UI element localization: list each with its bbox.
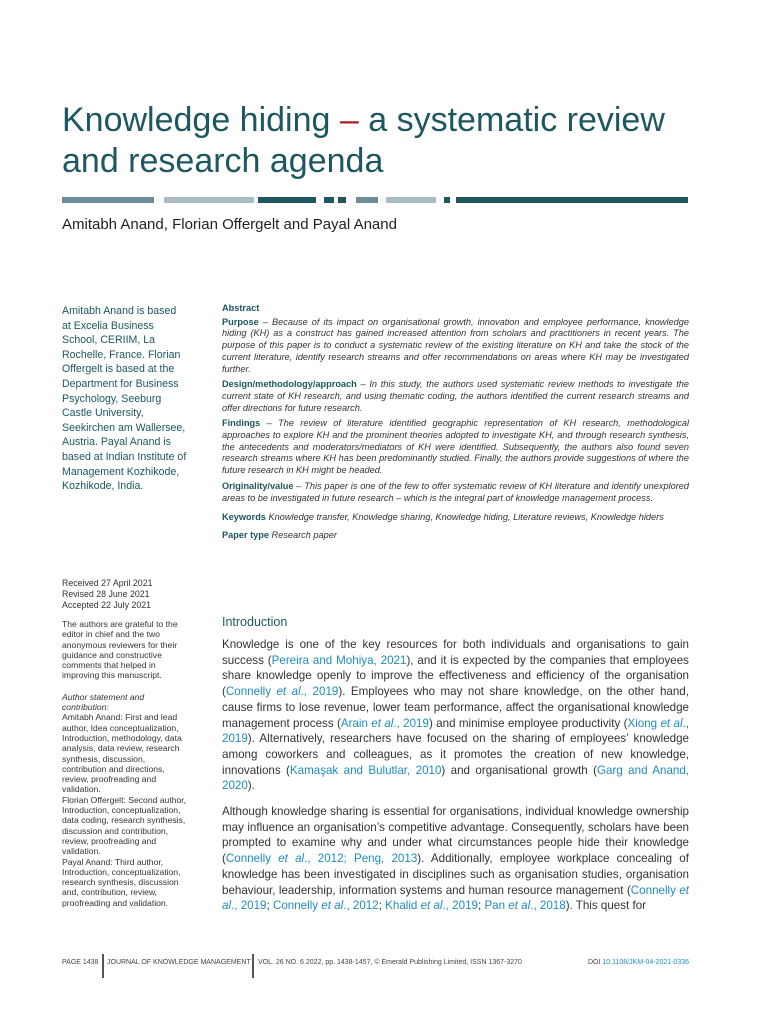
citation-link[interactable]: Kamaşak and Bulutlar, 2010: [289, 763, 442, 777]
citation-link[interactable]: ., 2012: [343, 899, 379, 913]
citation-link[interactable]: et al: [321, 899, 344, 913]
body-text: ). This quest for: [565, 899, 647, 913]
acknowledgement-text: The authors are grateful to the editor in chief and the two anonymous reviewers for their guidance and constructive comments that helped in improving this manuscript.: [62, 619, 178, 681]
doi-link[interactable]: 10.1108/JKM-04-2021-0336: [602, 959, 690, 966]
title-part-2: a systematic review and research agenda: [62, 101, 665, 180]
decorative-title-rule: [62, 197, 688, 203]
citation-link[interactable]: Connelly: [272, 899, 322, 913]
citation-link[interactable]: ., 2018: [530, 899, 566, 913]
page-number: PAGE 1438: [62, 959, 99, 966]
citation-link[interactable]: et al: [660, 716, 683, 730]
keywords-label: Keywords: [222, 512, 266, 523]
introduction-body: [222, 637, 689, 924]
citation-link[interactable]: Khalid: [385, 899, 421, 913]
citation-link[interactable]: ., 2019: [300, 685, 339, 699]
journal-name: JOURNAL OF KNOWLEDGE MANAGEMENT: [107, 959, 251, 966]
citation-link[interactable]: ., 2019: [222, 716, 689, 746]
keywords-text: Knowledge transfer, Knowledge sharing, Knowledge hiding, Literature reviews, Knowledge hiders: [268, 512, 664, 523]
body-text: ) and organisational growth (: [441, 763, 598, 777]
citation-link[interactable]: et al: [371, 716, 394, 730]
citation-link[interactable]: Arain: [340, 716, 372, 730]
rule-segment: [324, 197, 334, 203]
abstract-paper-type: [222, 530, 689, 542]
revised-date: Revised 28 June 2021: [62, 589, 150, 599]
article-title: [62, 100, 722, 182]
citation-link[interactable]: Connelly: [225, 685, 277, 699]
abstract-purpose: [222, 317, 689, 376]
body-text: ). Employees who may not share knowledge, on the other hand, cause firms to lose revenue, lower team performance, affect the organisational knowledge management process (: [222, 685, 689, 730]
rule-segment: [444, 197, 450, 203]
originality-text: – This paper is one of the few to offer systematic review of KH literature and identify unexplored areas to be investigated in future research – which is the integral part of knowledge management process.: [222, 480, 689, 503]
body-text: ;: [266, 899, 273, 913]
author-statement-offergelt: Florian Offergelt: Second author, Introduction, conceptualization, data coding, research synthesis, discussion and contribution, review, proofreading and validation.: [62, 794, 187, 857]
doi[interactable]: [588, 959, 689, 966]
findings-label: Findings: [222, 418, 261, 429]
citation-link[interactable]: Xiong: [627, 716, 661, 730]
design-label: Design/methodology/approach: [222, 379, 357, 390]
rule-segment: [456, 197, 688, 203]
abstract-heading: Abstract: [222, 303, 260, 313]
author-list: Amitabh Anand, Florian Offergelt and Payal Anand: [62, 216, 397, 233]
citation-link[interactable]: ., 2012; Peng, 2013: [304, 852, 418, 866]
originality-label: Originality/value: [222, 480, 294, 491]
rule-segment: [356, 197, 378, 203]
abstract-originality: [222, 481, 689, 504]
body-text: Knowledge is one of the key resources for both individuals and organisations to gain success (: [222, 638, 689, 667]
abstract-keywords: [222, 512, 689, 524]
body-text: ). Alternatively, researchers have focused on the sharing of employees’ knowledge among coworkers and colleagues, as it promotes the creation of new knowledge, innovations (: [222, 732, 689, 777]
page-footer: [62, 954, 689, 978]
abstract: [222, 303, 689, 546]
author-statement-heading: Author statement and contribution:: [62, 691, 145, 713]
intro-paragraph-2: [222, 804, 689, 914]
citation-link[interactable]: Garg and Anand, 2020: [222, 763, 690, 793]
body-text: ), and it is expected by the companies that employees share knowledge openly to improve the effectiveness and efficiency of the organisation (: [222, 653, 689, 699]
introduction-heading: Introduction: [222, 615, 288, 629]
citation-link[interactable]: Connelly: [225, 852, 279, 866]
author-affiliation: Amitabh Anand is based at Excelia Business School, CERIIM, La Rochelle, France. Florian Offergelt is based at the Department for Business Psychology, Seeburg Castle University, Seekirchen am Wallersee, Austria. Payal Anand is based at Indian Institute of Management Kozhikode, Kozhikode, India.: [62, 305, 187, 493]
citation-link[interactable]: et al: [278, 852, 305, 866]
paper-type-label: Paper type: [222, 529, 269, 540]
abstract-design: [222, 379, 689, 414]
rule-segment: [258, 197, 316, 203]
body-text: Although knowledge sharing is essential for organisations, individual knowledge ownership may influence an organisation’s competitive advantage. Consequently, scholars have been prompted to examine why and under what circumstances people hide their knowledge (: [222, 805, 689, 866]
citation-link[interactable]: Pan: [484, 899, 509, 913]
accepted-date: Accepted 22 July 2021: [62, 600, 152, 610]
title-dash: –: [339, 101, 359, 139]
acknowledgement: [62, 619, 187, 908]
body-text: ).: [247, 779, 255, 793]
article-dates: [62, 578, 152, 611]
body-text: ;: [378, 899, 386, 913]
citation-link[interactable]: Connelly: [630, 883, 680, 897]
paper-type-text: Research paper: [271, 529, 337, 540]
citation-link[interactable]: ., 2019: [393, 716, 429, 730]
title-part-1: Knowledge hiding: [62, 101, 340, 139]
citation-link[interactable]: et al: [420, 899, 443, 913]
footer-divider: [102, 954, 104, 978]
volume-info: VOL. 26 NO. 6 2022, pp. 1438-1457, © Emerald Publishing Limited, ISSN 1367-3270: [258, 959, 522, 966]
author-statement-anand: Amitabh Anand: First and lead author, Idea conceptualization, Introduction, methodology, data analysis, data review, research synthesis, discussion, contribution and directions, review, proofreading and validation.: [62, 712, 182, 795]
body-text: ) and minimise employee productivity (: [428, 716, 628, 730]
abstract-findings: [222, 418, 689, 477]
rule-segment: [338, 197, 346, 203]
citation-link[interactable]: et al: [222, 883, 689, 913]
author-statement-payal: Payal Anand: Third author, Introduction, conceptualization, research synthesis, discussion and, contribution, review, proofreading and validation.: [62, 856, 181, 908]
rule-segment: [386, 197, 436, 203]
body-text: ;: [477, 899, 485, 913]
rule-segment: [62, 197, 154, 203]
findings-text: – The review of literature identified geographic representation of KH research, methodological approaches to explore KH and the prominent theories adopted to investigate KH, and through research synthesis, the antecedents and moderators/mediators of KH were identified. Subsequently, the authors also found seven research streams where KH has been predominantly studied. Finally, the authors provide suggestions of where the future research in KH might be headed.: [222, 418, 689, 476]
citation-link[interactable]: ., 2019: [231, 899, 267, 913]
intro-paragraph-1: [222, 637, 689, 794]
body-text: ). Additionally, employee workplace concealing of knowledge has been investigated in disciplines such as organisation studies, organisation behaviour, leadership, information systems and human resource management (: [222, 852, 689, 897]
design-text: – In this study, the authors used systematic review methods to investigate the current state of KH research, and using thematic coding, the authors identified the current research streams and offer directions for future research.: [222, 379, 689, 413]
citation-link[interactable]: et al: [276, 685, 301, 699]
received-date: Received 27 April 2021: [62, 578, 153, 588]
doi-label: DOI: [588, 959, 601, 966]
footer-divider: [252, 954, 254, 978]
citation-link[interactable]: Pereira and Mohiya, 2021: [271, 653, 407, 667]
citation-link[interactable]: et al: [508, 899, 531, 913]
rule-segment: [164, 197, 254, 203]
purpose-text: – Because of its impact on organisational growth, innovation and employee performance, knowledge hiding (KH) as a construct has gained increased attention from scholars and practitioners in recent years. The purpose of this paper is to conduct a systematic review of the existing literature on KH and take the stock of the current literature, identify research streams and offer recommendations on areas where KH may be investigated further.: [222, 316, 689, 374]
purpose-label: Purpose: [222, 316, 259, 327]
citation-link[interactable]: ., 2019: [442, 899, 478, 913]
